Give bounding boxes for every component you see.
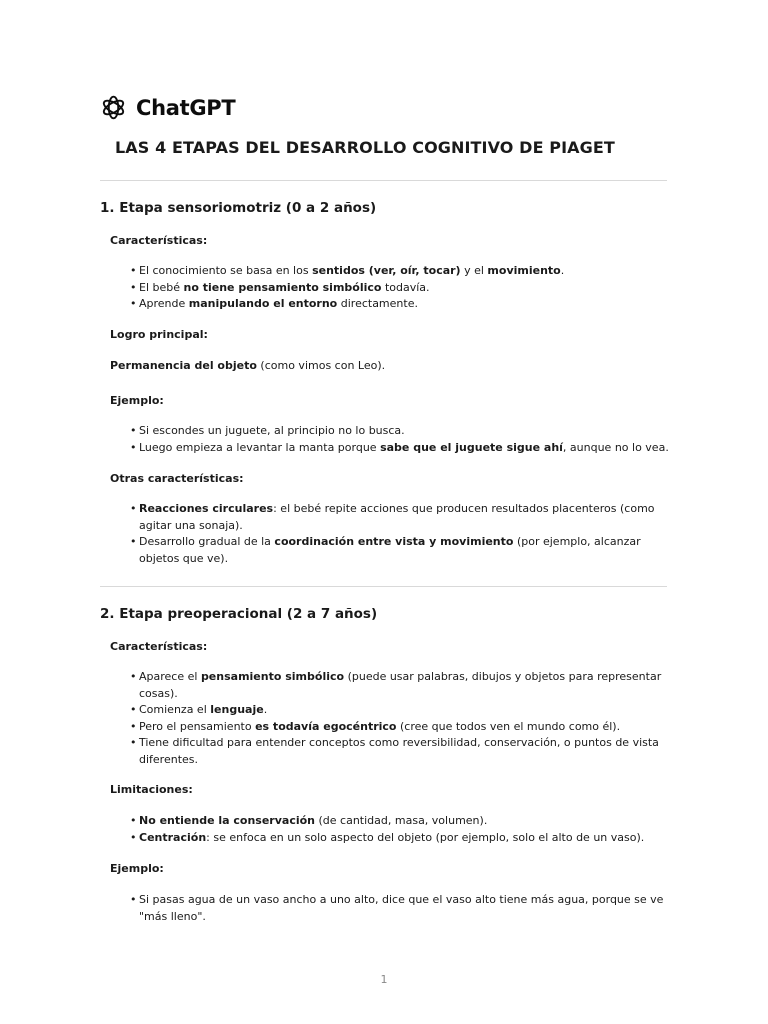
list-item: • Centración: se enfoca en un solo aspecto del objeto (por ejemplo, solo el alto de un vaso). <box>130 830 670 847</box>
list-item: • El conocimiento se basa en los sentidos (ver, oír, tocar) y el movimiento. <box>130 263 670 280</box>
s1-other-characteristics-label: Otras características: <box>110 472 244 485</box>
list-item: • Aparece el pensamiento simbólico (puede usar palabras, dibujos y objetos para representar cosas). <box>130 669 670 702</box>
openai-logo-icon <box>100 94 127 121</box>
s1-characteristics-list <box>130 263 670 313</box>
list-item: • Si escondes un juguete, al principio no lo busca. <box>130 423 670 440</box>
s2-characteristics-list <box>130 669 670 768</box>
page-number: 1 <box>380 973 388 986</box>
s1-other-characteristics-list <box>130 501 670 567</box>
logo-text: ChatGPT <box>136 95 236 120</box>
s2-example-label: Ejemplo: <box>110 862 164 875</box>
list-item: • Si pasas agua de un vaso ancho a uno alto, dice que el vaso alto tiene más agua, porque se ve "más lleno". <box>130 892 670 925</box>
section-2-title: 2. Etapa preoperacional (2 a 7 años) <box>100 606 378 622</box>
list-item: • Pero el pensamiento es todavía egocéntrico (cree que todos ven el mundo como él). <box>130 719 670 736</box>
list-item: • Desarrollo gradual de la coordinación entre vista y movimiento (por ejemplo, alcanzar objetos que ve). <box>130 534 670 567</box>
s1-main-achievement: Permanencia del objeto (como vimos con Leo). <box>110 359 386 372</box>
list-item: • Aprende manipulando el entorno directamente. <box>130 296 670 313</box>
list-item: • Luego empieza a levantar la manta porque sabe que el juguete sigue ahí, aunque no lo vea. <box>130 440 670 457</box>
document-title: LAS 4 ETAPAS DEL DESARROLLO COGNITIVO DE PIAGET <box>115 138 615 157</box>
s2-limitations-list <box>130 813 670 846</box>
s1-example-label: Ejemplo: <box>110 394 164 407</box>
s2-example-list <box>130 892 670 925</box>
list-item: • Reacciones circulares: el bebé repite acciones que producen resultados placenteros (como agitar una sonaja). <box>130 501 670 534</box>
list-item: • No entiende la conservación (de cantidad, masa, volumen). <box>130 813 670 830</box>
s1-characteristics-label: Características: <box>110 234 208 247</box>
list-item: • El bebé no tiene pensamiento simbólico todavía. <box>130 280 670 297</box>
list-item: • Comienza el lenguaje. <box>130 702 670 719</box>
s2-characteristics-label: Características: <box>110 640 208 653</box>
s1-main-achievement-label: Logro principal: <box>110 328 208 341</box>
section-1-title: 1. Etapa sensoriomotriz (0 a 2 años) <box>100 200 377 216</box>
divider <box>100 180 667 181</box>
chatgpt-logo <box>100 94 235 121</box>
list-item: • Tiene dificultad para entender conceptos como reversibilidad, conservación, o puntos de vista diferentes. <box>130 735 670 768</box>
divider <box>100 586 667 587</box>
s1-example-list <box>130 423 670 456</box>
s2-limitations-label: Limitaciones: <box>110 783 193 796</box>
